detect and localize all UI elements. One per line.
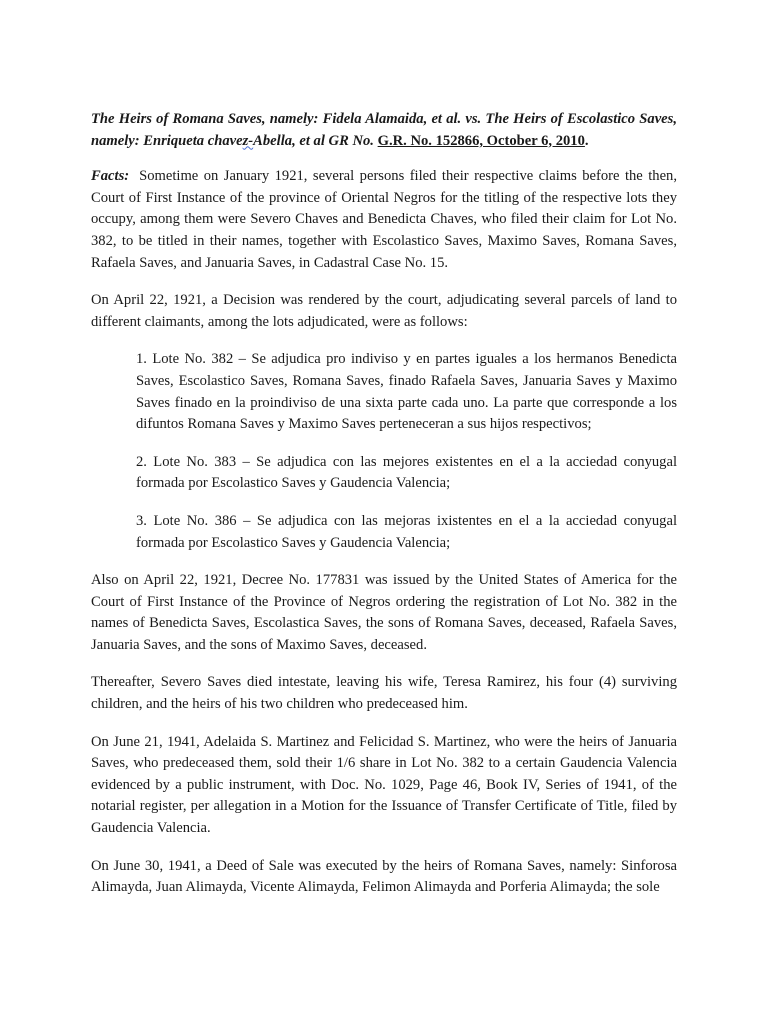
severo-paragraph: Thereafter, Severo Saves died intestate, leaving his wife, Teresa Ramirez, his four (4) surviving children, and the heirs of his two children who predeceased him. (91, 674, 677, 713)
facts-label: Facts: (91, 168, 130, 185)
case-title-period: . (584, 132, 589, 149)
decision-paragraph: On April 22, 1921, a Decision was rendered by the court, adjudicating several parcels of land to different claimants, among the lots adjudicated, were as follows: (91, 292, 677, 330)
lot-item: 3. Lote No. 386 – Se adjudica con las mejoras ixistentes en el a la acciedad conyugal formada por Escolastico Saves y Gaudencia Valencia; (136, 512, 677, 551)
lot-item: 2. Lote No. 383 – Se adjudica con las mejores existentes en el a la acciedad conyugal formada por Escolastico Saves y Gaudencia Valencia; (136, 453, 677, 492)
decree-paragraph: Also on April 22, 1921, Decree No. 177831 was issued by the United States of America for the Court of First Instance of the Province of Negros ordering the registration of Lot No. 382 in the names of Benedicta Saves, Escolastica Saves, the sons of Romana Saves, deceased, Rafaela Saves, Januaria Saves, and the sons of Maximo Saves, deceased. (91, 572, 677, 653)
lot-item: 1. Lote No. 382 – Se adjudica pro indiviso y en partes iguales a los hermanos Benedicta Saves, Escolastico Saves, Romana Saves, finado Rafaela Saves, Januaria Saves y Maximo Saves finado en la proindiviso de una sixta parte cada uno. La parte que corresponde a los difuntos Romana Saves y Maximo Saves perteneceran a sus hijos respectivos; (136, 351, 677, 433)
case-title-text: The Heirs of Romana Saves, namely: Fidela Alamaida, et al. vs. The Heirs of Escolastico Saves, namely: Enriqueta chave (91, 111, 677, 149)
facts-text: Sometime on January 1921, several persons filed their respective claims before the then, Court of First Instance of the province of Oriental Negros for the titling of the respective lots they occupy, among them were Severo Chaves and Benedicta Chaves, who filed their claim for Lot No. 382, to be titled in their names, together with Escolastico Saves, Maximo Saves, Romana Saves, Rafaela Saves, and Januaria Saves, in Cadastral Case No. 15. (91, 168, 677, 271)
adjudicated-lots-list (91, 349, 677, 554)
facts-paragraph (91, 166, 677, 274)
case-title (91, 109, 677, 152)
document-page (91, 109, 677, 915)
spellcheck-underline: z- (242, 132, 254, 149)
case-citation: G.R. No. 152866, October 6, 2010 (377, 132, 585, 149)
june-30-paragraph: On June 30, 1941, a Deed of Sale was executed by the heirs of Romana Saves, namely: Sinforosa Alimayda, Juan Alimayda, Vicente Alimayda, Felimon Alimayda and Porferia Alimayda; the sole (91, 857, 677, 896)
june-21-paragraph: On June 21, 1941, Adelaida S. Martinez and Felicidad S. Martinez, who were the heirs of Januaria Saves, who predeceased them, sold their 1/6 share in Lot No. 382 to a certain Gaudencia Valencia evidenced by a public instrument, with Doc. No. 1029, Page 46, Book IV, Series of 1941, of the notarial register, per allegation in a Motion for the Issuance of Transfer Certificate of Title, filed by Gaudencia Valencia. (91, 733, 677, 837)
case-title-text-2: Abella, et al GR No. (253, 132, 374, 149)
